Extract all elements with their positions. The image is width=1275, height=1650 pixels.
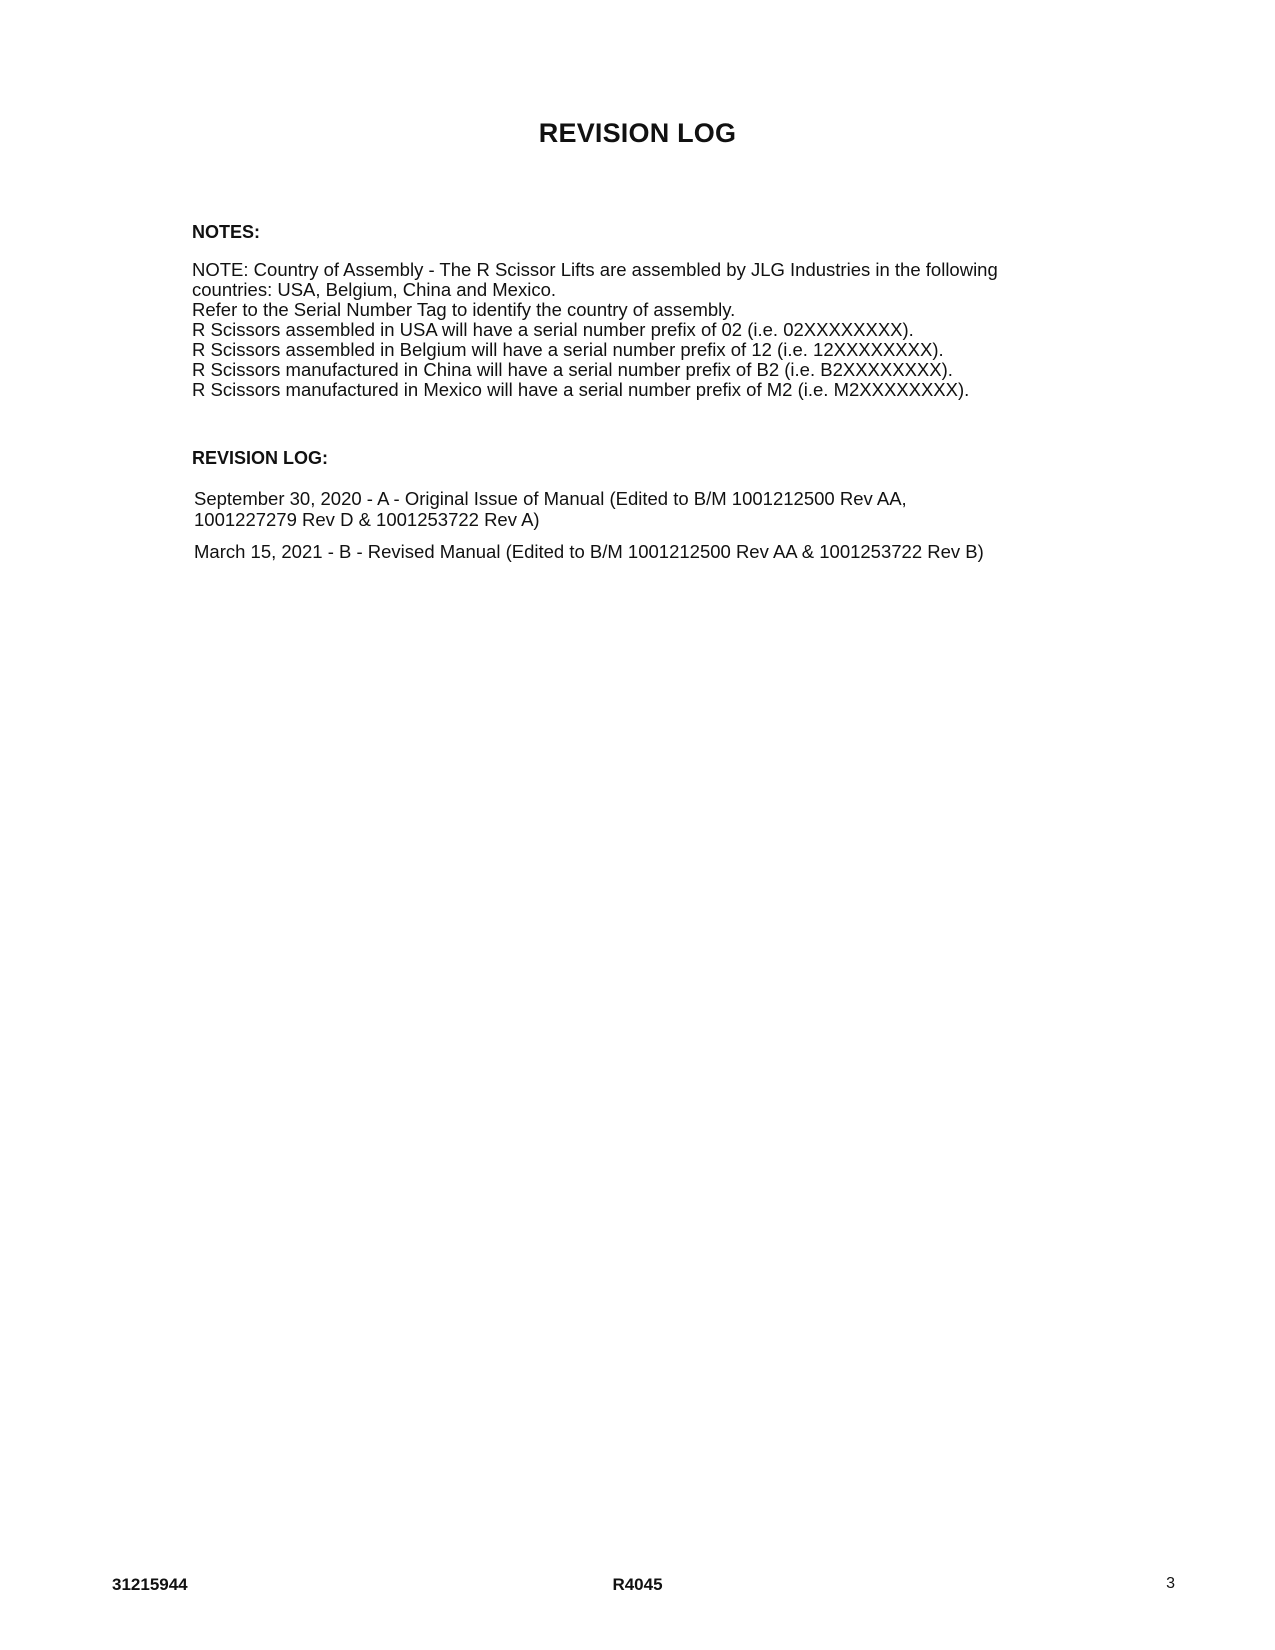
revision-log-heading: REVISION LOG: — [192, 448, 329, 468]
notes-body — [192, 260, 1092, 400]
notes-line: R Scissors manufactured in China will have a serial number prefix of B2 (i.e. B2XXXXXXXX). — [192, 359, 953, 380]
notes-line: Refer to the Serial Number Tag to identify the country of assembly. — [192, 299, 736, 320]
notes-heading: NOTES: — [192, 222, 261, 242]
notes-line: R Scissors assembled in USA will have a serial number prefix of 02 (i.e. 02XXXXXXXX). — [192, 319, 914, 340]
notes-line: R Scissors assembled in Belgium will have a serial number prefix of 12 (i.e. 12XXXXXXXX). — [192, 339, 944, 360]
revision-entry-line: September 30, 2020 - A - Original Issue of Manual (Edited to B/M 1001212500 Rev AA, — [194, 488, 907, 509]
footer-model: R4045 — [612, 1575, 663, 1594]
revision-entry-line: 1001227279 Rev D & 1001253722 Rev A) — [194, 509, 540, 530]
notes-line: NOTE: Country of Assembly - The R Scissor Lifts are assembled by JLG Industries in the following — [192, 259, 998, 280]
revision-log-list — [194, 488, 1094, 573]
page-title: REVISION LOG — [538, 118, 737, 148]
notes-line: R Scissors manufactured in Mexico will have a serial number prefix of M2 (i.e. M2XXXXXXXX). — [192, 379, 970, 400]
revision-entry-line: March 15, 2021 - B - Revised Manual (Edited to B/M 1001212500 Rev AA & 1001253722 Rev B) — [194, 541, 984, 562]
revision-entry — [194, 541, 1094, 562]
notes-line: countries: USA, Belgium, China and Mexico. — [192, 279, 557, 300]
footer-page-number: 3 — [1166, 1575, 1175, 1592]
footer-document-number: 31215944 — [112, 1575, 188, 1594]
revision-entry — [194, 488, 1094, 530]
